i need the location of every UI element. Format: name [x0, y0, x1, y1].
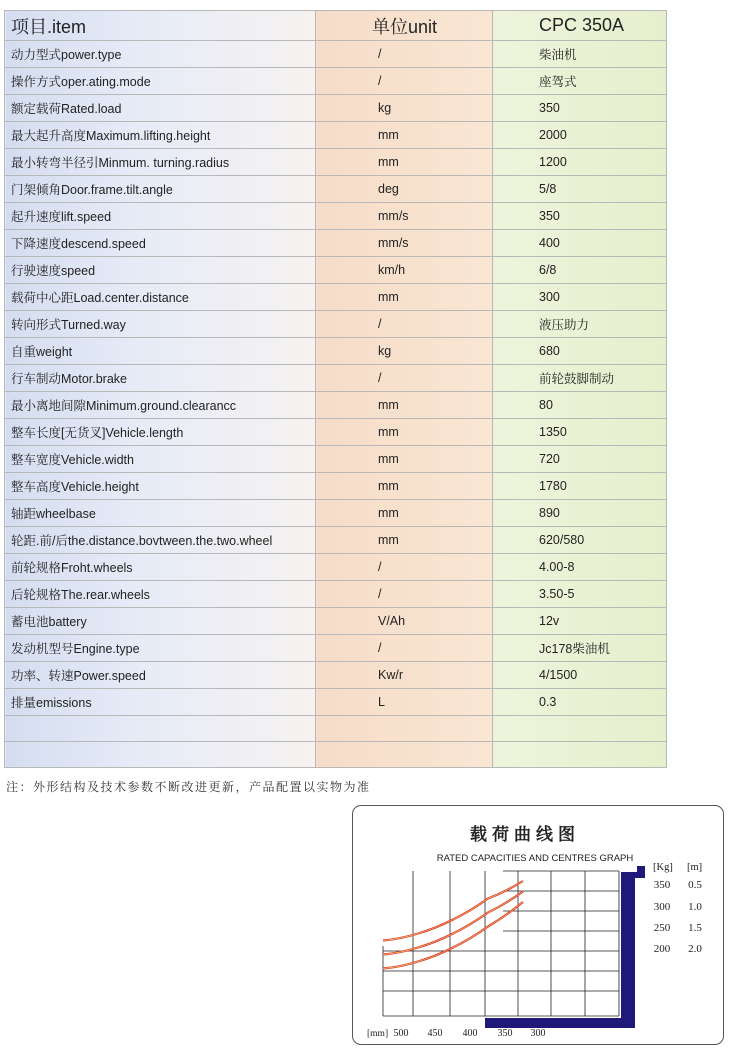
spec-item: 蓄电池battery [5, 608, 316, 635]
spec-value: 前轮鼓脚制动 [493, 365, 667, 392]
spec-item: 轮距.前/后the.distance.bovtween.the.two.wheel [5, 527, 316, 554]
spec-item: 操作方式oper.ating.mode [5, 68, 316, 95]
spec-unit: V/Ah [316, 608, 493, 635]
spec-value: 350 [493, 203, 667, 230]
spec-unit: mm [316, 419, 493, 446]
spec-value: 720 [493, 446, 667, 473]
x-tick-label: 500 [393, 1028, 409, 1039]
spec-value: 1200 [493, 149, 667, 176]
spec-item: 载荷中心距Load.center.distance [5, 284, 316, 311]
spec-value: 620/580 [493, 527, 667, 554]
spec-item: 发动机型号Engine.type [5, 635, 316, 662]
spec-item: 后轮规格The.rear.wheels [5, 581, 316, 608]
series-highlight-curve-1 [383, 881, 523, 941]
x-unit-mm: [mm] [367, 1029, 389, 1039]
spec-item: 行驶速度speed [5, 257, 316, 284]
table-row [5, 446, 667, 473]
table-row [5, 311, 667, 338]
header-model: CPC 350A [493, 11, 667, 41]
header-unit: 单位unit [316, 11, 493, 41]
empty-cell [316, 716, 493, 742]
table-row [5, 284, 667, 311]
chart-series-group [383, 881, 523, 969]
x-tick-label: 400 [462, 1028, 478, 1039]
spec-unit: mm [316, 500, 493, 527]
spec-unit: / [316, 554, 493, 581]
table-row-empty [5, 742, 667, 768]
chart-title: 载荷曲线图 [470, 825, 580, 844]
fork-shape [485, 866, 645, 1028]
table-row [5, 365, 667, 392]
spec-value: 300 [493, 284, 667, 311]
load-chart [353, 806, 723, 1044]
spec-value: 4/1500 [493, 662, 667, 689]
spec-unit: / [316, 41, 493, 68]
spec-unit: / [316, 68, 493, 95]
spec-unit: / [316, 581, 493, 608]
empty-cell [5, 742, 316, 768]
table-row [5, 392, 667, 419]
table-row [5, 203, 667, 230]
spec-item: 门架倾角Door.frame.tilt.angle [5, 176, 316, 203]
spec-unit: mm [316, 446, 493, 473]
spec-value: 680 [493, 338, 667, 365]
spec-item: 额定载荷Rated.load [5, 95, 316, 122]
empty-cell [5, 716, 316, 742]
spec-item: 整车高度Vehicle.height [5, 473, 316, 500]
series-line-curve-2 [383, 892, 523, 955]
table-row [5, 122, 667, 149]
spec-item: 轴距wheelbase [5, 500, 316, 527]
header-item: 项目.item [5, 11, 316, 41]
spec-value: 350 [493, 95, 667, 122]
empty-cell [316, 742, 493, 768]
empty-cell [493, 742, 667, 768]
table-row [5, 95, 667, 122]
spec-item: 功率、转速Power.speed [5, 662, 316, 689]
spec-item: 行车制动Motor.brake [5, 365, 316, 392]
spec-unit: mm [316, 527, 493, 554]
spec-item: 最小离地间隙Minimum.ground.clearancc [5, 392, 316, 419]
capacity-label: 350 [653, 879, 671, 891]
table-row [5, 608, 667, 635]
lift-height-label: 0.5 [688, 879, 702, 891]
table-row [5, 554, 667, 581]
x-tick-label: 300 [530, 1028, 546, 1039]
lift-height-label: 1.0 [688, 901, 702, 913]
series-highlight-curve-3 [383, 902, 523, 969]
spec-item: 起升速度lift.speed [5, 203, 316, 230]
spec-item: 下降速度descend.speed [5, 230, 316, 257]
table-row-empty [5, 716, 667, 742]
spec-unit: mm/s [316, 203, 493, 230]
spec-unit: km/h [316, 257, 493, 284]
chart-labels-group [394, 879, 703, 1039]
spec-item: 转向形式Turned.way [5, 311, 316, 338]
spec-value: 座驾式 [493, 68, 667, 95]
table-row [5, 149, 667, 176]
capacity-label: 250 [653, 922, 671, 934]
y-unit-kg: [Kg] [653, 862, 673, 873]
table-row [5, 257, 667, 284]
capacity-label: 200 [653, 943, 671, 955]
spec-value: 液压助力 [493, 311, 667, 338]
spec-value: 12v [493, 608, 667, 635]
spec-unit: / [316, 311, 493, 338]
table-row [5, 176, 667, 203]
spec-item: 最大起升高度Maximum.lifting.height [5, 122, 316, 149]
spec-value: 5/8 [493, 176, 667, 203]
spec-item: 动力型式power.type [5, 41, 316, 68]
spec-value: 柴油机 [493, 41, 667, 68]
x-tick-label: 350 [497, 1028, 513, 1039]
x-tick-label: 450 [427, 1028, 443, 1039]
table-row [5, 500, 667, 527]
spec-item: 整车长度[无货叉]Vehicle.length [5, 419, 316, 446]
footnote: 注：外形结构及技术参数不断改进更新，产品配置以实物为准 [6, 780, 371, 794]
spec-value: 1350 [493, 419, 667, 446]
spec-item: 整车宽度Vehicle.width [5, 446, 316, 473]
spec-table [4, 10, 667, 768]
series-line-curve-3 [383, 902, 523, 969]
spec-unit: mm [316, 392, 493, 419]
table-header-row [5, 11, 667, 41]
spec-value: 80 [493, 392, 667, 419]
spec-value: 890 [493, 500, 667, 527]
series-highlight-curve-2 [383, 892, 523, 955]
spec-unit: mm [316, 473, 493, 500]
spec-item: 最小转弯半径引Minmum. turning.radius [5, 149, 316, 176]
spec-value: 400 [493, 230, 667, 257]
empty-cell [493, 716, 667, 742]
spec-value: 1780 [493, 473, 667, 500]
spec-value: 3.50-5 [493, 581, 667, 608]
spec-value: 6/8 [493, 257, 667, 284]
spec-unit: kg [316, 95, 493, 122]
table-row [5, 689, 667, 716]
spec-item: 排量emissions [5, 689, 316, 716]
table-row [5, 419, 667, 446]
table-row [5, 230, 667, 257]
y-unit-m: [m] [687, 862, 703, 873]
table-row [5, 527, 667, 554]
table-row [5, 581, 667, 608]
spec-unit: mm [316, 122, 493, 149]
spec-unit: L [316, 689, 493, 716]
table-row [5, 635, 667, 662]
load-chart-card [352, 805, 724, 1045]
table-row [5, 68, 667, 95]
table-row [5, 41, 667, 68]
spec-value: 0.3 [493, 689, 667, 716]
lift-height-label: 1.5 [688, 922, 702, 934]
spec-unit: deg [316, 176, 493, 203]
spec-value: 2000 [493, 122, 667, 149]
lift-height-label: 2.0 [688, 943, 702, 955]
table-row [5, 473, 667, 500]
capacity-label: 300 [653, 901, 671, 913]
spec-unit: kg [316, 338, 493, 365]
series-line-curve-1 [383, 881, 523, 941]
spec-unit: mm/s [316, 230, 493, 257]
chart-subtitle: RATED CAPACITIES AND CENTRES GRAPH [436, 853, 634, 864]
spec-item: 自重weight [5, 338, 316, 365]
table-row [5, 338, 667, 365]
spec-unit: mm [316, 284, 493, 311]
spec-unit: mm [316, 149, 493, 176]
table-row [5, 662, 667, 689]
spec-unit: Kw/r [316, 662, 493, 689]
spec-value: Jc178柴油机 [493, 635, 667, 662]
spec-value: 4.00-8 [493, 554, 667, 581]
spec-item: 前轮规格Froht.wheels [5, 554, 316, 581]
spec-unit: / [316, 635, 493, 662]
spec-unit: / [316, 365, 493, 392]
